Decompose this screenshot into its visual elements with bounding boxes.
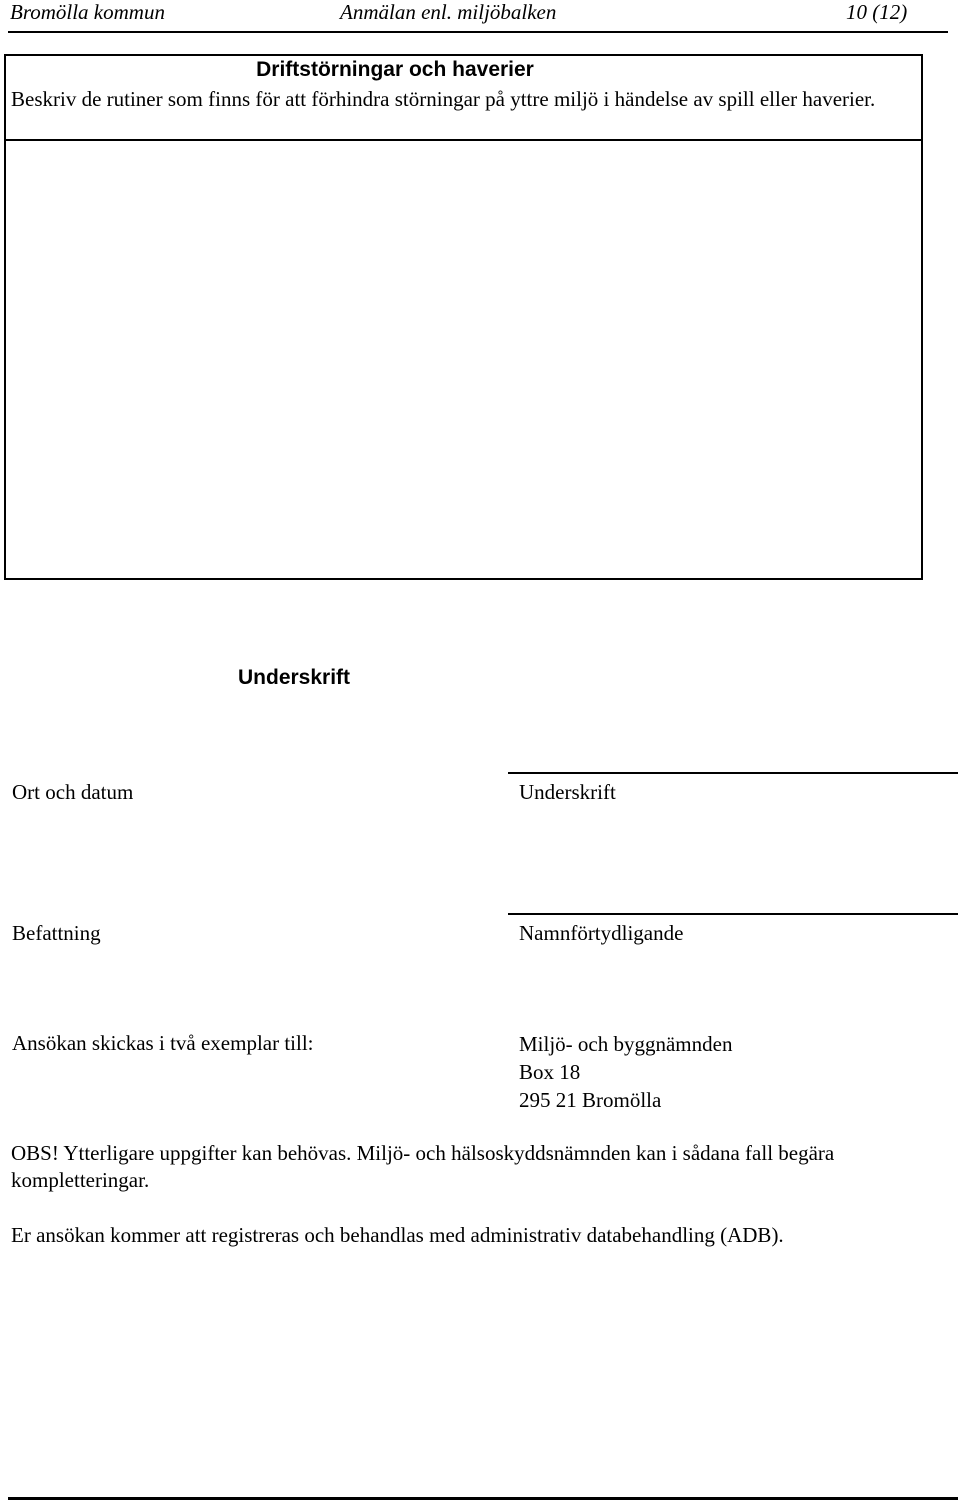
obs-note: OBS! Ytterligare uppgifter kan behövas. Miljö- och hälsoskyddsnämnden kan i sådana fall begära kompletteringar. [11,1141,835,1192]
name-clarification-label: Namnförtydligande [519,921,684,945]
name-clarification-line [508,913,958,915]
submission-label: Ansökan skickas i två exemplar till: [12,1031,314,1055]
incidents-answer-field[interactable] [6,141,919,578]
header-page-number: 10 (12) [846,0,908,24]
place-date-label: Ort och datum [12,780,134,804]
incidents-section-title: Driftstörningar och haverier [256,58,534,81]
address-line-box: Box 18 [519,1060,581,1084]
signature-label: Underskrift [519,780,616,804]
submission-address [519,1030,732,1114]
position-label: Befattning [12,921,101,945]
header-divider [8,31,948,33]
header-form-title: Anmälan enl. miljöbalken [340,0,557,24]
incidents-section-top-border [4,54,921,56]
signature-line [508,772,958,774]
address-line-committee: Miljö- och byggnämnden [519,1032,733,1056]
signature-section-title: Underskrift [238,666,351,689]
header-municipality: Bromölla kommun [10,0,165,24]
footer-divider [8,1497,958,1500]
address-line-postal: 295 21 Bromölla [519,1088,662,1112]
adb-note: Er ansökan kommer att registreras och behandlas med administrativ databehandling (ADB). [11,1223,784,1247]
incidents-description: Beskriv de rutiner som finns för att förhindra störningar på yttre miljö i händelse av spill eller haverier. [11,87,876,111]
